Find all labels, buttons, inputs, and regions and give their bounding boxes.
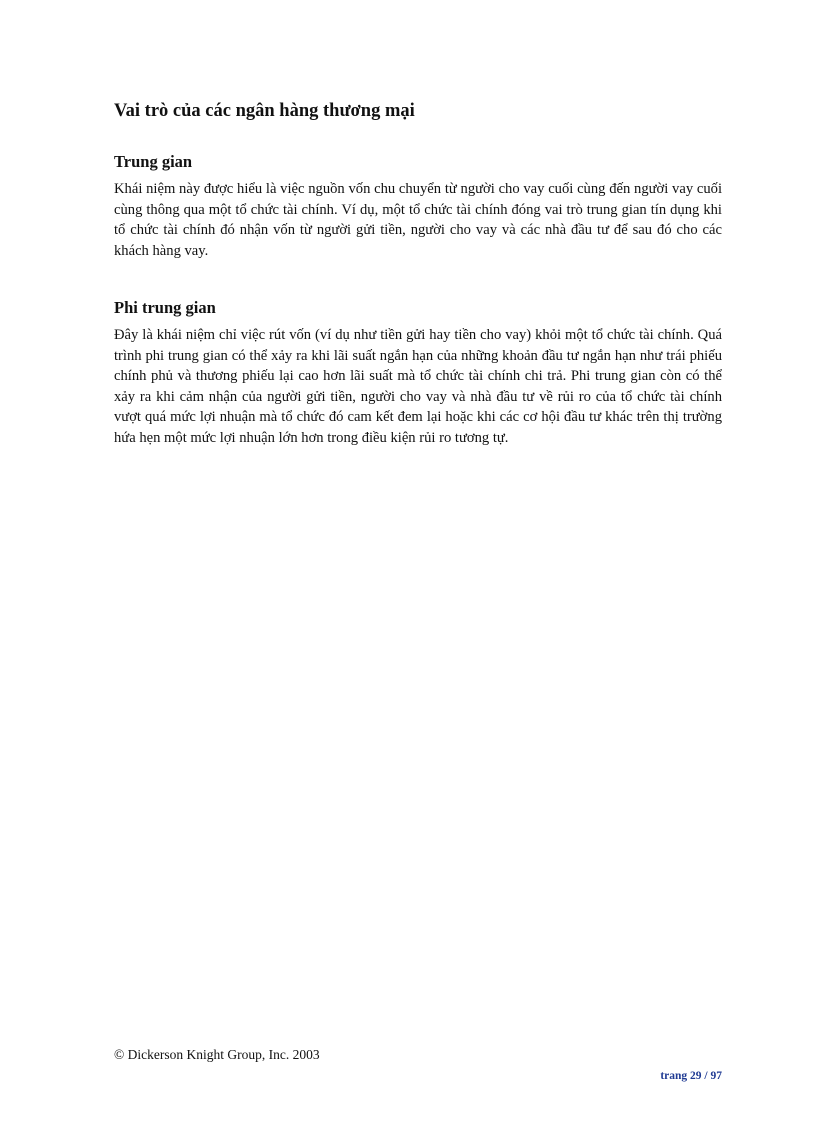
copyright-notice: © Dickerson Knight Group, Inc. 2003 bbox=[114, 1047, 320, 1062]
section-body-phi-trung-gian: Đây là khái niệm chỉ việc rút vốn (ví dụ như tiền gửi hay tiền cho vay) khỏi một tổ chức tài chính. Quá trình phi trung gian có thể xảy ra khi lãi suất ngắn hạn của những khoản đầu tư ngắn hạn như trái phiếu chính phủ và thương phiếu lại cao hơn lãi suất mà tổ chức tài chính chi trả. Phi trung gian còn có thể xảy ra khi cảm nhận của người gửi tiền, người cho vay và nhà đầu tư về rủi ro của tổ chức tài chính vượt quá mức lợi nhuận mà tổ chức đó cam kết đem lại hoặc khi các cơ hội đầu tư khác trên thị trường hứa hẹn một mức lợi nhuận lớn hơn trong điều kiện rủi ro tương tự. bbox=[114, 327, 722, 446]
section-body-trung-gian: Khái niệm này được hiểu là việc nguồn vốn chu chuyển từ người cho vay cuối cùng đến người vay cuối cùng thông qua một tổ chức tài chính. Ví dụ, một tổ chức tài chính đóng vai trò trung gian tín dụng khi tổ chức tài chính đó nhận vốn từ người gửi tiền, người cho vay và các nhà đầu tư để sau đó cho các khách hàng vay. bbox=[114, 181, 722, 259]
page-number: trang 29 / 97 bbox=[660, 1070, 722, 1082]
section-heading-trung-gian: Trung gian bbox=[114, 152, 193, 171]
page-title: Vai trò của các ngân hàng thương mại bbox=[114, 101, 415, 121]
section-heading-phi-trung-gian: Phi trung gian bbox=[114, 298, 216, 317]
